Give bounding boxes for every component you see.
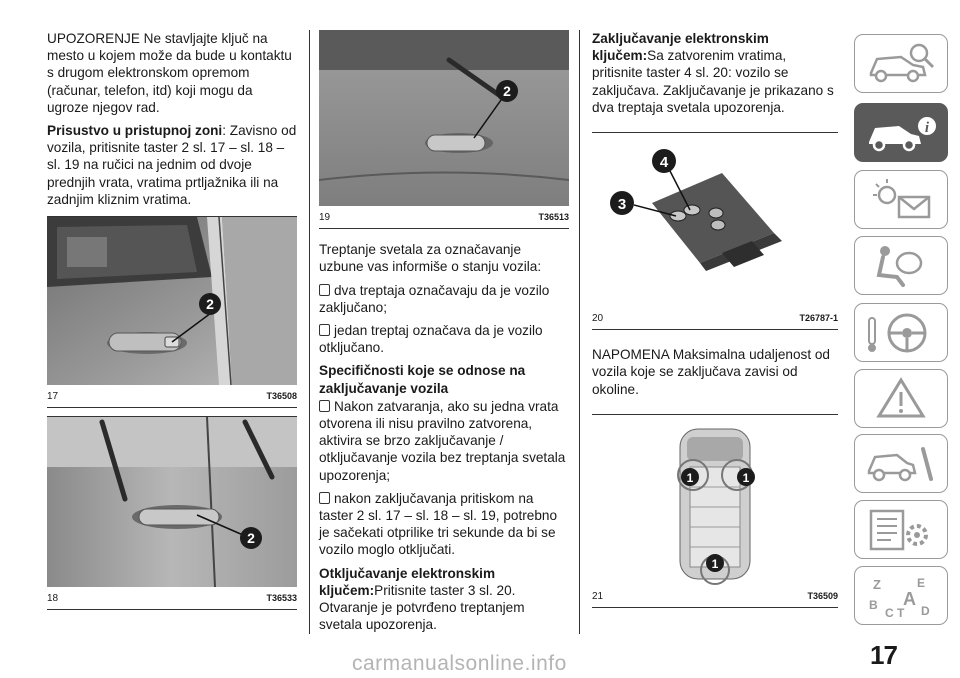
- bullet-one-flash: [319, 322, 569, 356]
- indicator-intro: Treptanje svetala za označavanje uzbune vas informiše o stanju vozila:: [319, 242, 542, 275]
- figure-21-number: 21: [592, 590, 604, 602]
- figure-20-caption: [592, 307, 838, 330]
- electronic-key-card-image: [592, 133, 838, 307]
- figure-21-marker-rear: 1: [711, 556, 719, 571]
- figure-17-code: T36508: [266, 391, 297, 402]
- chapter-tab-car-info[interactable]: [854, 103, 948, 162]
- chapter-tab-warning-lights[interactable]: [854, 170, 948, 229]
- figure-19-marker: 2: [503, 83, 511, 99]
- access-zone-paragraph: [47, 122, 297, 208]
- bullet-text: dva treptaja označavaju da je vozilo zaključano;: [319, 282, 550, 315]
- index-letter-b: B: [869, 598, 878, 612]
- bullet-text: Nakon zatvaranja, ako su jedna vrata otvorena ili nisu pravilno zatvorena, aktivira se brzo zaključavanje / otključavanje vozila bez treptanja svetala upozorenja;: [319, 398, 566, 483]
- airbag-seat-icon: [861, 241, 941, 291]
- column-2: [319, 30, 569, 639]
- figure-20-code: T26787-1: [799, 313, 838, 324]
- rear-door-handle-photo: [47, 417, 297, 587]
- figure-17-caption: [47, 385, 297, 408]
- chapter-tab-specs[interactable]: [854, 500, 948, 559]
- figure-21-marker-left: 1: [686, 470, 694, 485]
- bullet-box-icon: [319, 400, 330, 412]
- index-letter-a: A: [903, 589, 916, 609]
- locking-specifics-heading: [319, 362, 569, 396]
- lock-text: Sa zatvorenim vratima, pritisnite taster 4 sl. 20: vozilo se zaključava. Zaključavanje je prikazano s dva treptaja svetala upozorenja.: [592, 48, 834, 115]
- alphabet-index-icon: [861, 571, 941, 621]
- figure-20-marker-3: 3: [617, 196, 627, 214]
- chapter-tab-index[interactable]: [854, 566, 948, 625]
- chapter-tab-maintenance[interactable]: [854, 434, 948, 493]
- figure-17: [47, 216, 297, 408]
- chapter-tab-safety[interactable]: [854, 236, 948, 295]
- figure-18-number: 18: [47, 593, 59, 605]
- index-letter-z: Z: [873, 577, 881, 592]
- figure-20-marker-4: 4: [659, 154, 669, 172]
- figure-21-marker-right: 1: [742, 470, 750, 485]
- index-letter-d: D: [921, 604, 930, 618]
- unlock-heading: Otključavanje elektronskim ključem:: [319, 565, 496, 598]
- chapter-tab-driving[interactable]: [854, 303, 948, 362]
- chapter-tab-car-search[interactable]: [854, 34, 948, 93]
- figure-17-marker: 2: [206, 296, 214, 313]
- warning-light-mail-icon: [861, 175, 941, 225]
- figure-20: [592, 132, 838, 330]
- figure-19-caption: [319, 206, 569, 229]
- figure-19-code: T36513: [538, 212, 569, 222]
- figure-18: [47, 416, 297, 610]
- unlock-paragraph: [319, 565, 569, 634]
- index-letter-t: T: [897, 606, 905, 620]
- figure-21: [592, 414, 838, 608]
- bullet-two-flashes: [319, 282, 569, 316]
- lock-paragraph: [592, 30, 840, 116]
- bullet-box-icon: [319, 492, 330, 504]
- column-divider-1: [309, 30, 310, 634]
- access-zone-heading: Prisustvo u pristupnoj zoni: [47, 123, 223, 139]
- figure-19: [319, 30, 569, 229]
- warning-paragraph: UPOZORENJE Ne stavljajte ključ na mesto u kojem može da bude u kontaktu s drugom elektronskom opremom (računar, telefon, itd) koji mogu da ugroze njegov rad.: [47, 31, 292, 115]
- bullet-wait: [319, 490, 569, 559]
- figure-17-number: 17: [47, 391, 59, 403]
- bullet-box-icon: [319, 284, 330, 296]
- column-3: [592, 30, 840, 608]
- car-search-icon: [861, 39, 941, 89]
- column-divider-2: [579, 30, 580, 634]
- figure-18-marker: 2: [247, 530, 255, 547]
- bullet-text: nakon zaključavanja pritiskom na taster 2 sl. 17 – sl. 18 – sl. 19, potrebno je sačekati otprilike tri sekunde da bi se vozilo moglo otključati.: [319, 490, 558, 558]
- figure-21-code: T36509: [807, 590, 838, 601]
- steering-wheel-icon: [861, 308, 941, 358]
- figure-20-number: 20: [592, 313, 604, 325]
- list-gear-icon: [861, 505, 941, 555]
- unlock-text: Pritisnite taster 3 sl. 20. Otvaranje je potvrđeno treptanjem svetala upozorenja.: [319, 582, 525, 633]
- page-number: 17: [870, 640, 897, 670]
- watermark: carmanualsonline.info: [352, 652, 567, 675]
- figure-19-number: 19: [319, 212, 331, 223]
- vehicle-top-view-image: [592, 415, 838, 585]
- column-1: [47, 30, 297, 610]
- car-info-icon: [861, 108, 941, 158]
- figure-21-caption: [592, 585, 838, 608]
- note-paragraph: NAPOMENA Maksimalna udaljenost od vozila koje se zaključava zavisi od okoline.: [592, 347, 830, 397]
- tailgate-handle-photo: [319, 30, 569, 206]
- warning-triangle-car-icon: [861, 374, 941, 424]
- index-letter-e: E: [917, 576, 926, 590]
- lock-heading: Zaključavanje elektronskim ključem:: [592, 31, 769, 64]
- figure-18-code: T36533: [266, 593, 297, 604]
- access-zone-text: : Zavisno od vozila, pritisnite taster 2 sl. 17 – sl. 18 – sl. 19 na ručici na jednim od dvoje prednjih vrata, vratima prtljažnika ili na zadnjim kliznim vratima.: [47, 123, 297, 207]
- bullet-door-open: [319, 398, 569, 484]
- bullet-text: jedan treptaj označava da je vozilo otključano.: [319, 323, 543, 356]
- car-wrench-icon: [861, 439, 941, 489]
- index-letter-c: C: [885, 606, 894, 620]
- chapter-tab-emergency[interactable]: [854, 369, 948, 428]
- info-glyph: i: [924, 120, 930, 136]
- door-handle-photo: [47, 217, 297, 385]
- bullet-box-icon: [319, 324, 330, 336]
- heading-text: Specifičnosti koje se odnose na zaključavanje vozila: [319, 363, 526, 396]
- figure-18-caption: [47, 587, 297, 610]
